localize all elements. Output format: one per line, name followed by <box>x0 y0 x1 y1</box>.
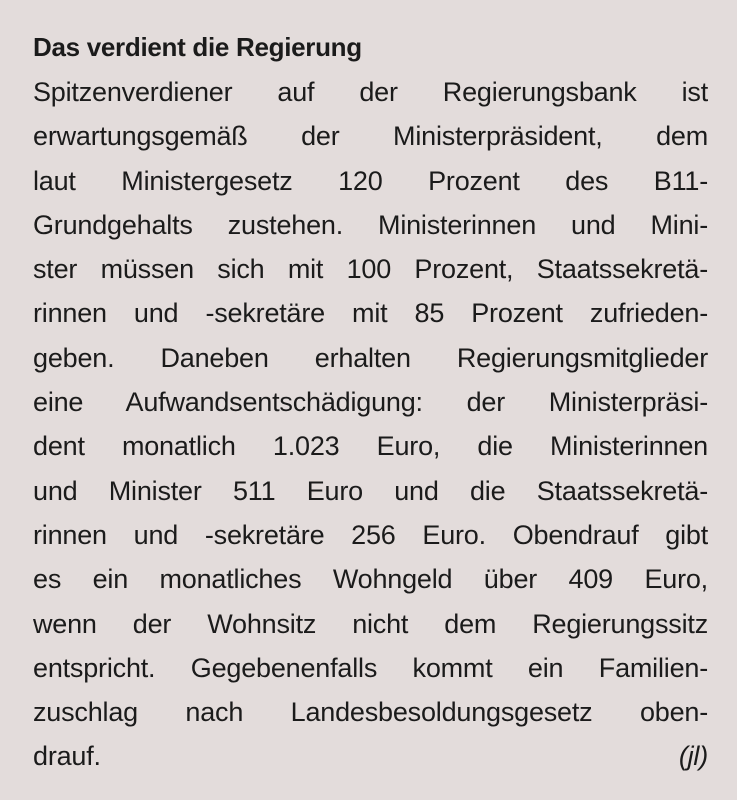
text-line: erwartungsgemäß der Ministerpräsident, dem <box>33 121 708 152</box>
text-line: eine Aufwandsentschädigung: der Ministerpräsi- <box>33 387 708 418</box>
box-title: Das verdient die Regierung <box>33 32 362 62</box>
text-line: geben. Daneben erhalten Regierungsmitglieder <box>33 342 708 373</box>
body-text <box>33 70 708 779</box>
info-box <box>33 30 708 779</box>
author-initials: (jl) <box>678 741 708 772</box>
text-line: Spitzenverdiener auf der Regierungsbank ist <box>33 77 708 107</box>
text-line-final: drauf. <box>33 741 101 772</box>
text-line: entspricht. Gegebenenfalls kommt ein Familien- <box>33 652 708 683</box>
text-line-last <box>33 734 708 778</box>
text-line: rinnen und -sekretäre mit 85 Prozent zufrieden- <box>33 298 708 329</box>
text-line: und Minister 511 Euro und die Staatssekretä- <box>33 475 708 506</box>
text-line: Grundgehalts zustehen. Ministerinnen und Mini- <box>33 209 708 240</box>
text-line: es ein monatliches Wohngeld über 409 Euro, <box>33 564 708 595</box>
text-line: laut Ministergesetz 120 Prozent des B11- <box>33 165 708 196</box>
text-line: rinnen und -sekretäre 256 Euro. Obendrauf gibt <box>33 519 708 550</box>
text-line: zuschlag nach Landesbesoldungsgesetz oben- <box>33 697 708 728</box>
text-line: wenn der Wohnsitz nicht dem Regierungssitz <box>33 608 708 639</box>
text-line: ster müssen sich mit 100 Prozent, Staatssekretä- <box>33 254 708 285</box>
text-line: dent monatlich 1.023 Euro, die Ministerinnen <box>33 431 708 462</box>
